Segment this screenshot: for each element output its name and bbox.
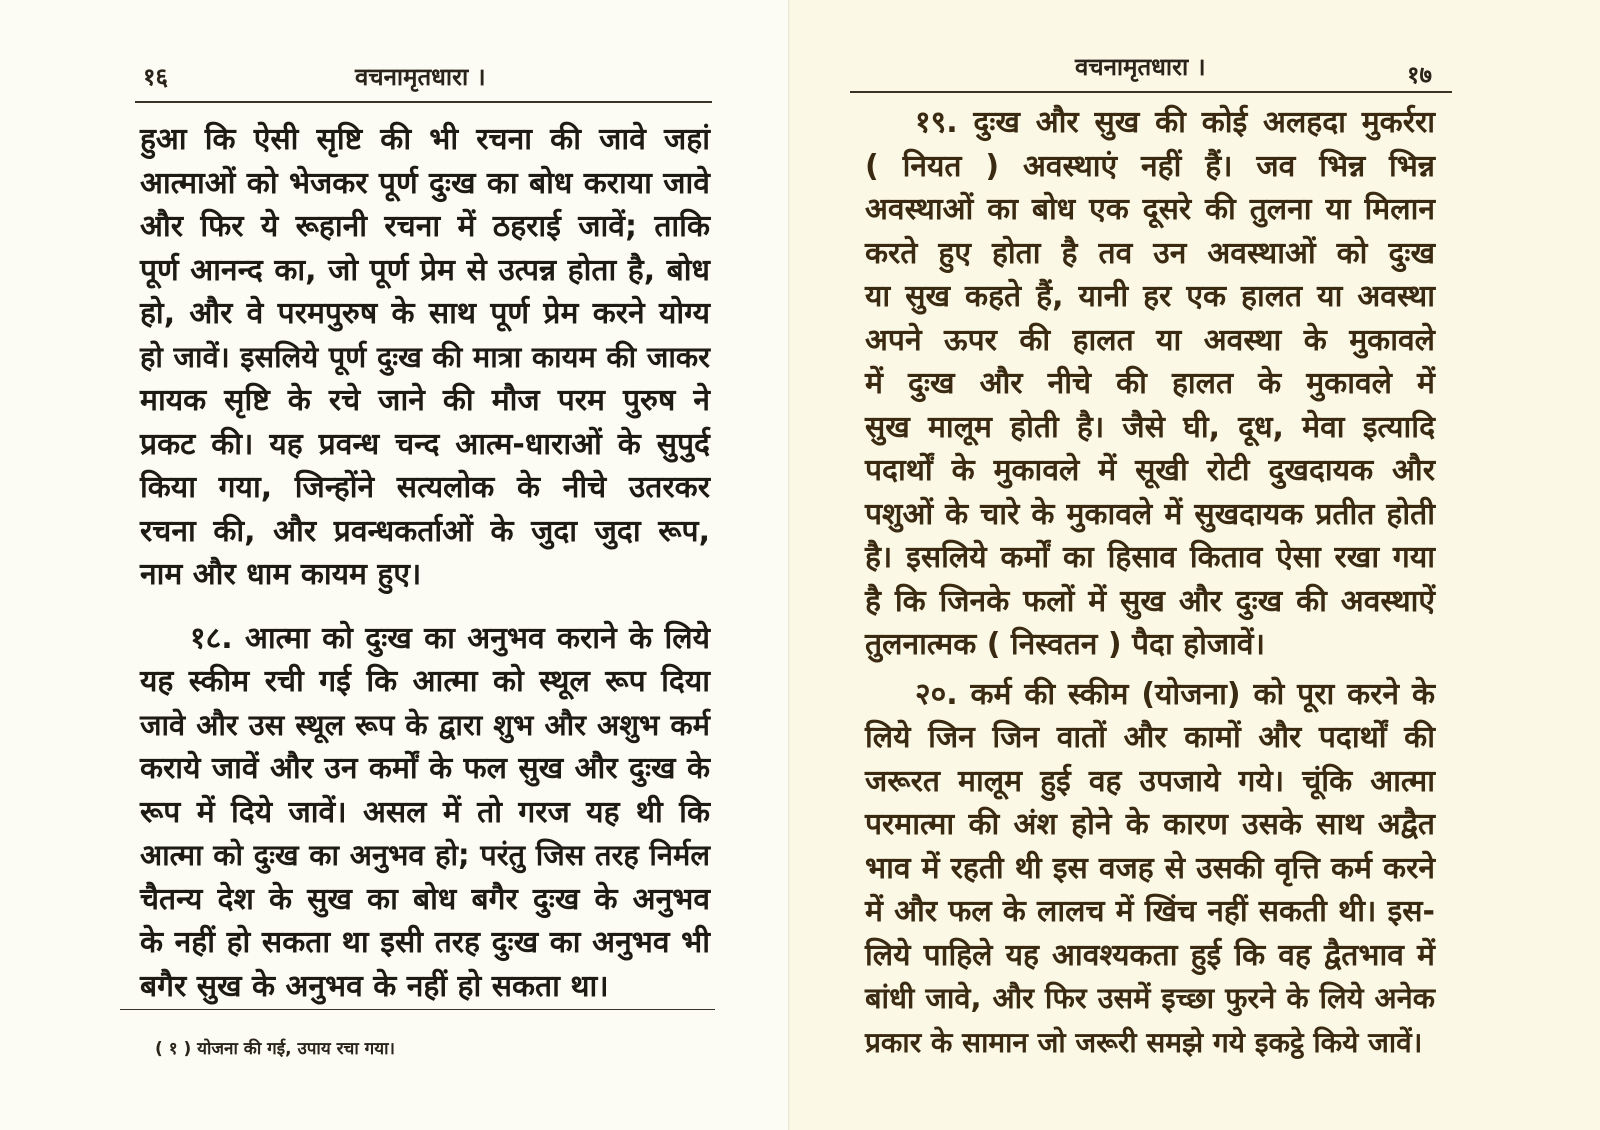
text-line: आत्माओं को भेजकर पूर्ण दुःख का बोध कराया जावे	[140, 165, 710, 201]
text-line: हुआ कि ऐसी सृष्टि की भी रचना की जावे जहां	[140, 122, 710, 157]
text-line: है। इसलिये कर्मों का हिसाव किताव ऐसा रखा गया	[865, 540, 1435, 575]
left-paragraph-1	[140, 118, 710, 597]
text-line: तुलनात्मक ( निस्वतन ) पैदा होजावें।	[865, 627, 1265, 662]
left-page-number: १६	[143, 63, 168, 91]
text-line: हो जावें। इसलिये पूर्ण दुःख की मात्रा कायम की जाकर	[140, 339, 710, 374]
right-body	[865, 101, 1435, 1064]
left-running-title: वचनामृतधारा ।	[355, 63, 486, 91]
text-line: आत्मा को दुःख का अनुभव हो; परंतु जिस तरह निर्मल	[140, 838, 710, 872]
text-line: मायक सृष्टि के रचे जाने की मौज परम पुरुष ने	[140, 383, 710, 418]
text-line: प्रकट की। यह प्रवन्ध चन्द आत्म-धाराओं के सुपुर्द	[140, 426, 710, 462]
text-line: १९. दुःख और सुख की कोई अलहदा मुकर्ररा	[915, 105, 1435, 140]
text-line: लिये जिन जिन वातों और कामों और पदार्थों की	[865, 720, 1435, 755]
text-line: बांधी जावे, और फिर उसमें इच्छा फुरने के लिये अनेक	[865, 981, 1435, 1015]
left-body	[140, 118, 710, 1008]
text-line: नाम और धाम कायम हुए।	[140, 557, 422, 592]
footnote: ( १ ) योजना की गई, उपाय रचा गया।	[155, 1039, 395, 1059]
right-page	[790, 0, 1600, 1130]
text-line: बगैर सुख के अनुभव के नहीं हो सकता था।	[140, 968, 609, 1004]
text-line: प्रकार के सामान जो जरूरी समझे गये इकट्ठे किये जावें।	[865, 1025, 1423, 1059]
text-line: पदार्थों के मुकावले में सूखी रोटी दुखदायक और	[865, 453, 1435, 488]
text-line: करते हुए होता है तव उन अवस्थाओं को दुःख	[865, 235, 1435, 271]
text-line: भाव में रहती थी इस वजह से उसकी वृत्ति कर्म करने	[865, 850, 1435, 886]
text-line: यह स्कीम रची गई कि आत्मा को स्थूल रूप दिया	[140, 664, 710, 699]
text-line: सुख मालूम होती है। जैसे घी, दूध, मेवा इत्यादि	[865, 409, 1435, 445]
text-line: किया गया, जिन्होंने सत्यलोक के नीचे उतरकर	[140, 470, 710, 505]
left-page	[0, 0, 790, 1130]
text-line: ( नियत ) अवस्थाएं नहीं हैं। जव भिन्न भिन्न	[865, 148, 1435, 184]
text-line: चैतन्य देश के सुख का बोध बगैर दुःख के अनुभव	[140, 881, 710, 917]
text-line: या सुख कहते हैं, यानी हर एक हालत या अवस्था	[865, 279, 1435, 314]
text-line: और फिर ये रूहानी रचना में ठहराई जावें; ताकि	[140, 209, 710, 244]
right-running-title: वचनामृतधारा ।	[1075, 53, 1206, 81]
text-line: पूर्ण आनन्द का, जो पूर्ण प्रेम से उत्पन्न होता है, बोध	[140, 252, 710, 288]
footnote-rule	[120, 1009, 715, 1010]
text-line: रचना की, और प्रवन्धकर्ताओं के जुदा जुदा रूप,	[140, 513, 710, 549]
text-line: जरूरत मालूम हुई वह उपजाये गये। चूंकि आत्मा	[865, 763, 1435, 799]
text-line: अपने ऊपर की हालत या अवस्था के मुकावले	[865, 322, 1435, 358]
text-line: पशुओं के चारे के मुकावले में सुखदायक प्रतीत होती	[865, 496, 1435, 532]
right-paragraph-1	[865, 101, 1435, 667]
text-line: हो, और वे परमपुरुष के साथ पूर्ण प्रेम करने योग्य	[140, 296, 710, 331]
right-page-number: १७	[1407, 61, 1432, 89]
text-line: रूप में दिये जावें। असल में तो गरज यह थी कि	[140, 794, 710, 830]
text-line: है कि जिनके फलों में सुख और दुःख की अवस्थाऐं	[865, 583, 1435, 619]
paragraph-gap	[140, 597, 710, 617]
text-line: परमात्मा की अंश होने के कारण उसके साथ अद्वैत	[865, 807, 1435, 842]
text-line: में दुःख और नीचे की हालत के मुकावले में	[865, 366, 1435, 401]
text-line: जावे और उस स्थूल रूप के द्वारा शुभ और अशुभ कर्म	[140, 707, 710, 742]
left-header-rule	[135, 101, 712, 103]
text-line: के नहीं हो सकता था इसी तरह दुःख का अनुभव भी	[140, 925, 710, 960]
left-paragraph-2	[140, 617, 710, 1009]
text-line: में और फल के लालच में खिंच नहीं सकती थी। इस-	[865, 894, 1435, 929]
text-line: २०. कर्म की स्कीम (योजना) को पूरा करने के	[915, 676, 1435, 712]
right-paragraph-2	[865, 673, 1435, 1065]
text-line: १८. आत्मा को दुःख का अनुभव कराने के लिये	[190, 620, 710, 656]
text-line: कराये जावें और उन कर्मों के फल सुख और दुःख के	[140, 751, 710, 786]
text-line: अवस्थाओं का बोध एक दूसरे की तुलना या मिलान	[865, 192, 1435, 227]
right-header-rule	[850, 91, 1452, 93]
text-line: लिये पाहिले यह आवश्यकता हुई कि वह द्वैतभाव में	[865, 937, 1435, 973]
